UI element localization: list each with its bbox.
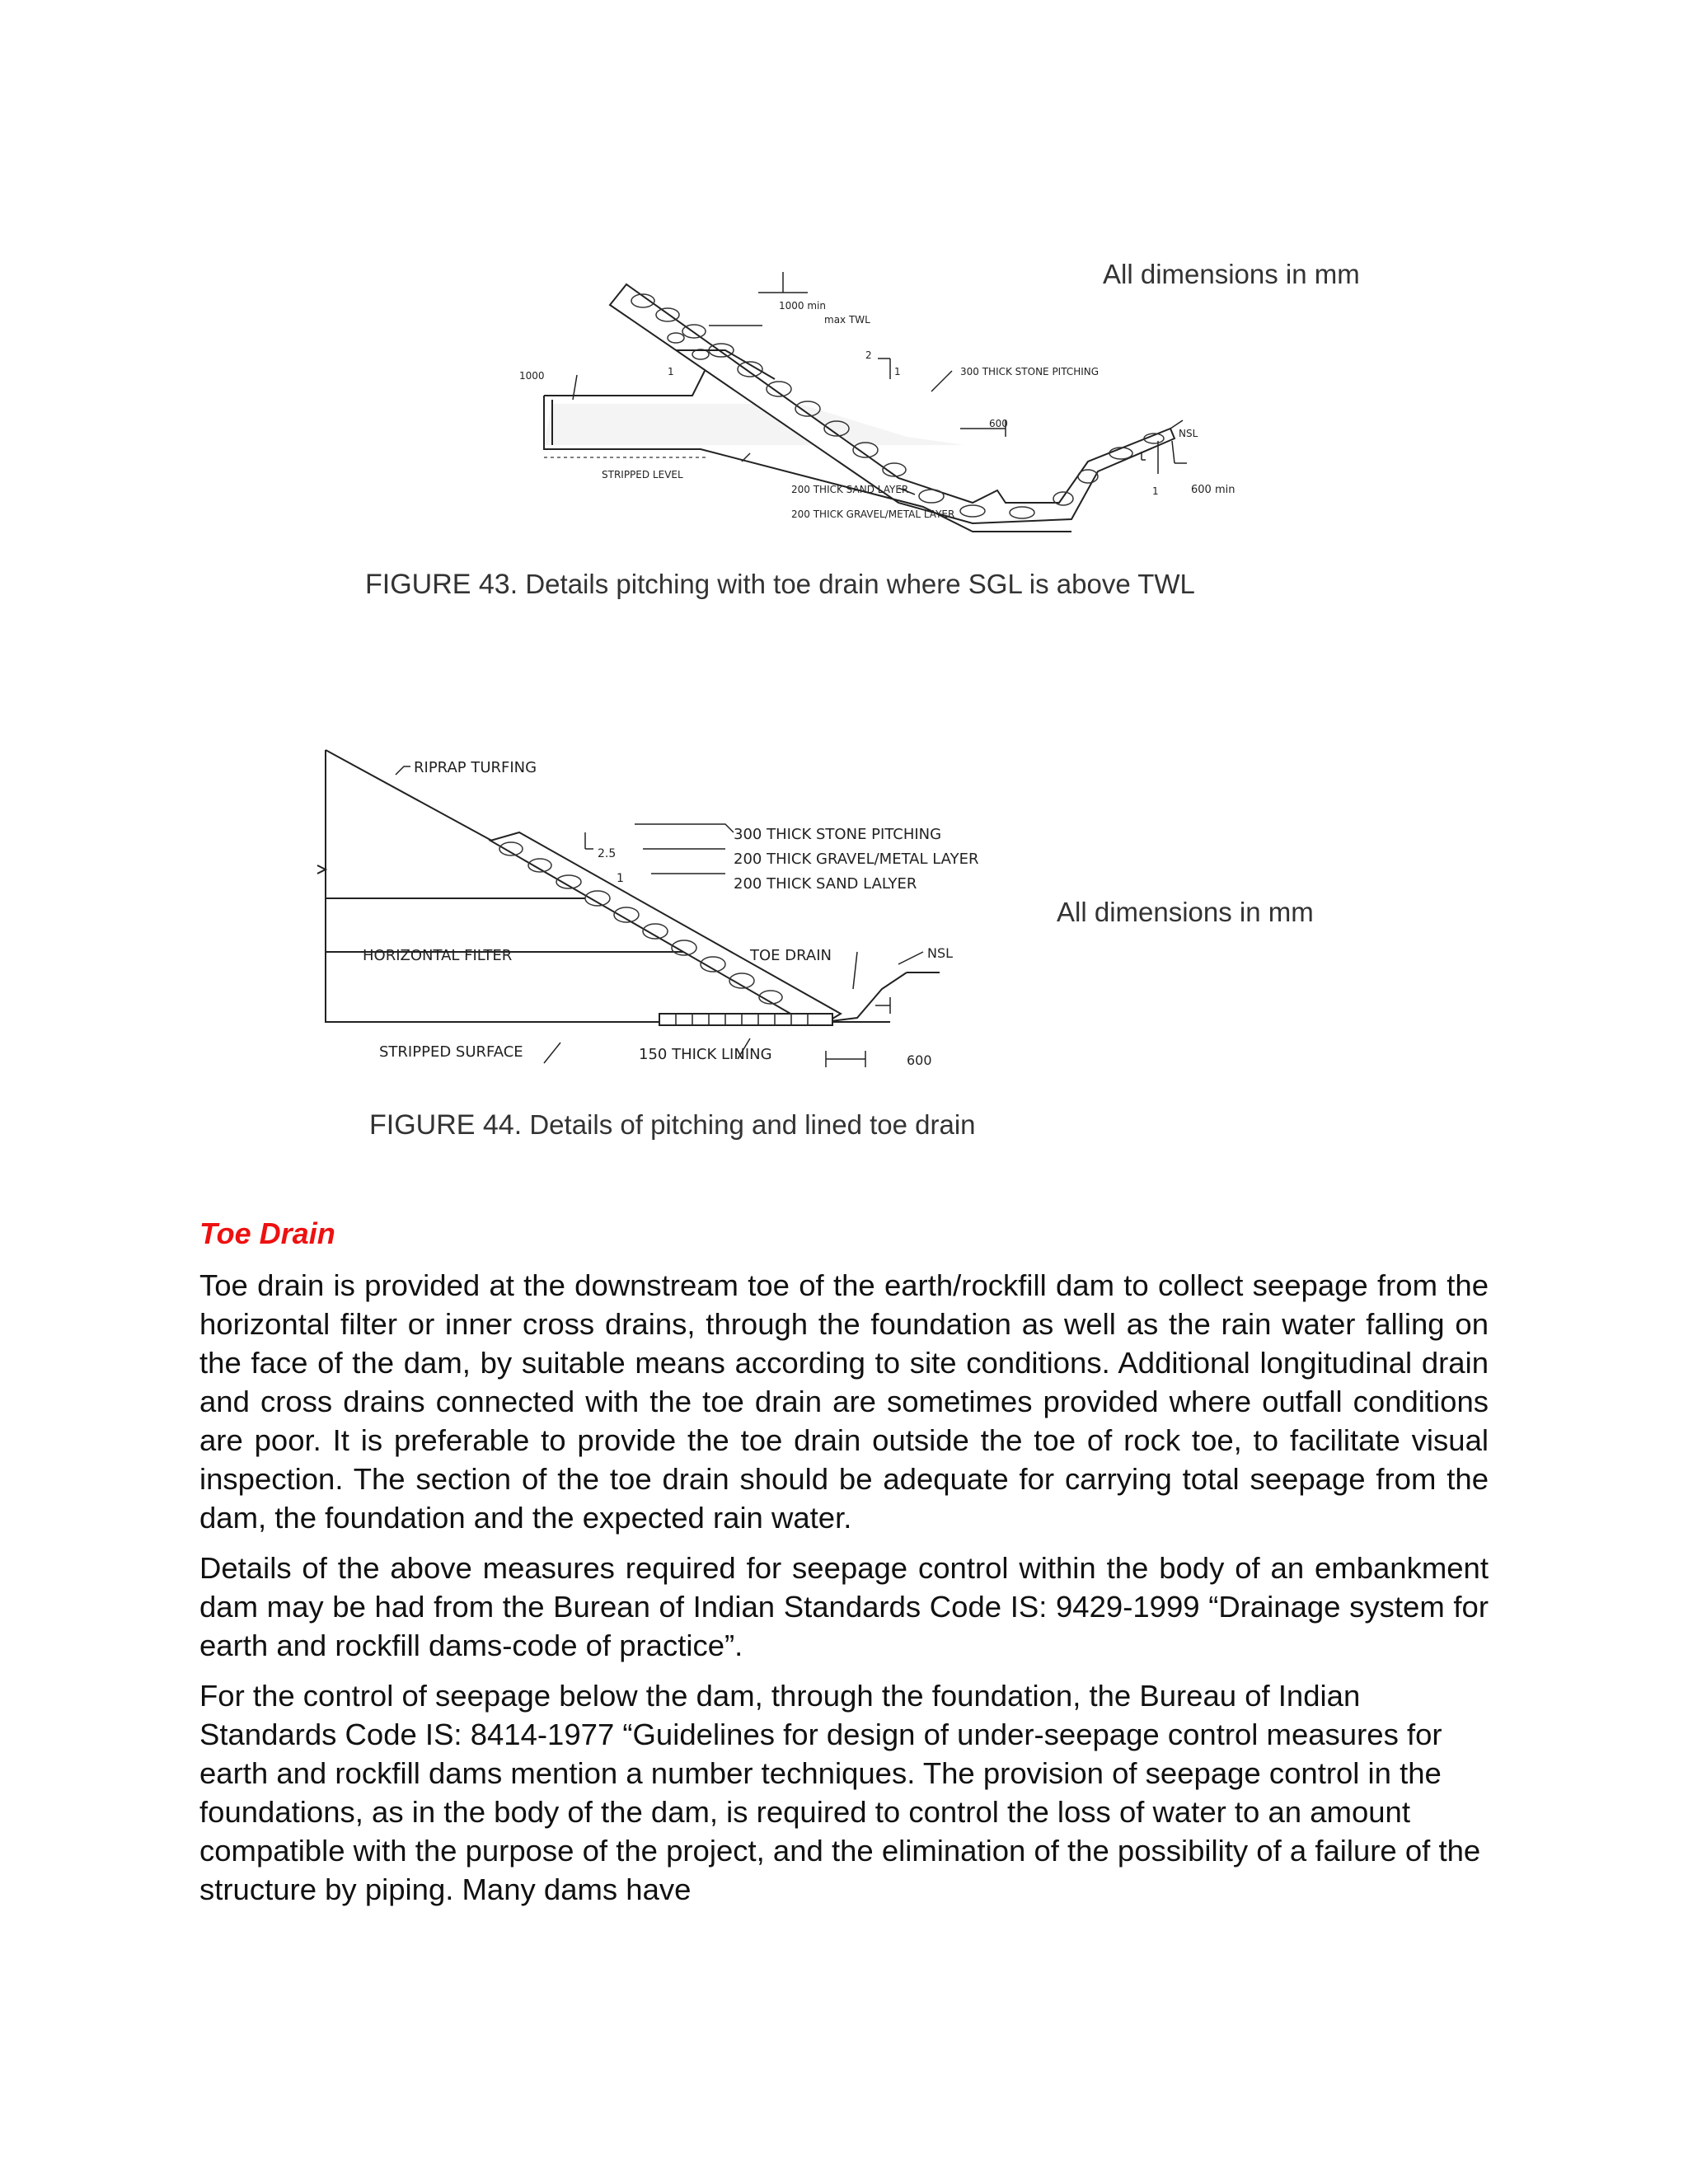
paragraph: For the control of seepage below the dam, through the foundation, the Bureau of Indian Standards Code IS: 8414-1977 “Guidelines for design of under-seepage control measures for earth and rockfill dams mention a number techniques. The provision of seepage control in the foundations, as in the body of the dam, is required to control the loss of water to an amount compatible with the purpose of the project, and the elimination of the possibility of a failure of the structure by piping. Many dams have [199, 1679, 1481, 1906]
fig44-ratio-1: 1 [617, 872, 624, 885]
fig44-label-nsl: NSL [927, 945, 954, 961]
fig43-ratio-1b: 1 [894, 366, 901, 377]
fig44-label-lining: 150 THICK LINING [639, 1046, 772, 1063]
fig43-ratio-1c: 1 [1152, 485, 1159, 497]
fig44-units-note: All dimensions in mm [1057, 897, 1314, 927]
fig44-label-toe-drain: TOE DRAIN [750, 947, 832, 964]
fig43-label-min1000: 1000 min [779, 300, 826, 312]
paragraph: Details of the above measures required for seepage control within the body of an embankment dam may be had from the Burean of Indian Standards Code IS: 9429-1999 “Drainage system for earth and rockfill dams-code of practice”. [199, 1551, 1489, 1662]
fig43-label-600: 600 [989, 418, 1008, 429]
fig44-label-stone: 300 THICK STONE PITCHING [734, 826, 942, 843]
fig44-label-gravel: 200 THICK GRAVEL/METAL LAYER [734, 851, 979, 868]
fig43-ratio-1a: 1 [668, 366, 674, 377]
fig43-label-max-twl: max TWL [824, 314, 870, 326]
fig44-caption [369, 1109, 976, 1141]
fig44-caption-text: Details of pitching and lined toe drain [529, 1109, 976, 1140]
fig43-label-sand: 200 THICK SAND LAYER [791, 484, 909, 495]
fig43-caption-label: FIGURE 43. [365, 569, 518, 600]
fig44-label-horizontal-filter: HORIZONTAL FILTER [363, 947, 513, 964]
fig44-label-riprap: RIPRAP TURFING [414, 759, 537, 776]
figure-43-diagram [511, 255, 1253, 536]
fig43-caption [365, 569, 1195, 601]
fig43-label-600min: 600 min [1191, 484, 1236, 496]
fig43-label-stone: 300 THICK STONE PITCHING [960, 366, 1100, 377]
fig43-label-stripped: STRIPPED LEVEL [602, 469, 683, 480]
fig44-label-600: 600 [907, 1052, 932, 1068]
fig43-units-note: All dimensions in mm [1103, 259, 1360, 289]
fig44-label-stripped: STRIPPED SURFACE [379, 1043, 523, 1061]
fig44-label-slope: 2.5 [598, 847, 617, 860]
fig43-sand-fill [544, 404, 964, 445]
fig44-caption-label: FIGURE 44. [369, 1109, 523, 1141]
fig43-caption-text: Details pitching with toe drain where SGL is above TWL [525, 569, 1195, 599]
fig43-ratio-2: 2 [865, 349, 872, 361]
paragraph: Toe drain is provided at the downstream toe of the earth/rockfill dam to collect seepage from the horizontal filter or inner cross drains, through the foundation as well as the rain water falling on the face of the dam, by suitable means according to site conditions. Additional longitudinal drain and cross drains connected with the toe drain are sometimes provided where outfall conditions are poor. It is preferable to provide the toe drain outside the toe of rock toe, to facilitate visual inspection. The section of the toe drain should be adequate for carrying total seepage from the dam, the foundation and the expected rain water. [199, 1268, 1489, 1535]
fig44-label-sand: 200 THICK SAND LALYER [734, 875, 917, 893]
fig43-label-gravel: 200 THICK GRAVEL/METAL LAYER [791, 509, 955, 520]
fig43-label-nsl: NSL [1179, 428, 1198, 439]
figure-44-diagram [313, 742, 1071, 1088]
fig43-label-left1000: 1000 [519, 370, 545, 382]
section-heading: Toe Drain [199, 1216, 335, 1250]
section-body [199, 1266, 1489, 1920]
